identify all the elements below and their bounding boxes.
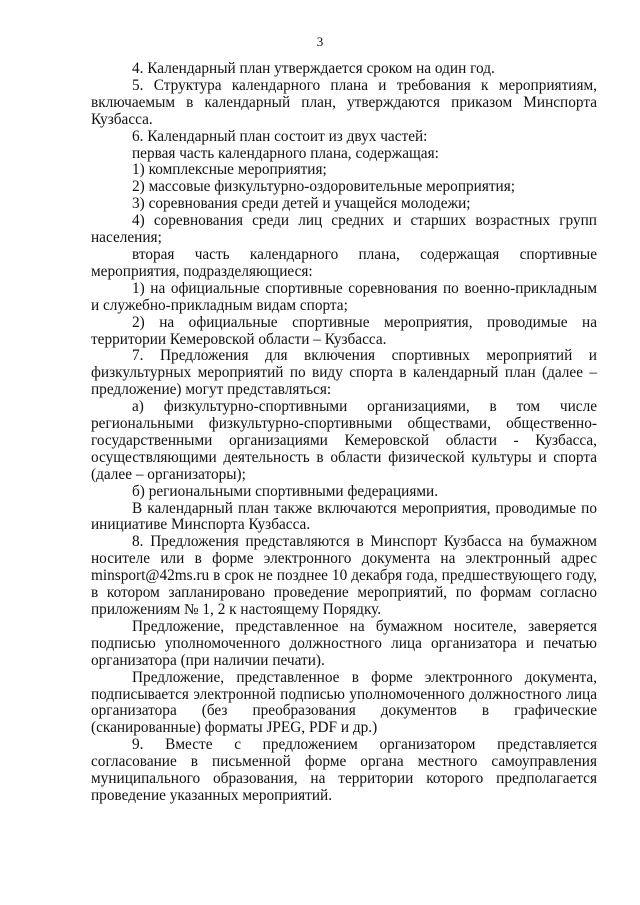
list-item: а) физкультурно-спортивными организациями, в том числе региональными физкультурно-спортивными обществами, общественно-государственными организациями Кемеровской области - Кузбасса, осуществляющими деятельность в области физической культуры и спорта (далее – организаторы); <box>91 398 597 483</box>
list-item: 2) на официальные спортивные мероприятия, проводимые на территории Кемеровской области – Кузбасса. <box>91 313 597 348</box>
list-item: 2) массовые физкультурно-оздоровительные мероприятия; <box>132 178 516 196</box>
paragraph-5: 5. Структура календарного плана и требования к мероприятиям, включаемым в календарный план, утверждаются приказом Минспорта Кузбасса. <box>91 76 597 128</box>
paragraph-4: 4. Календарный план утверждается сроком на один год. <box>132 60 495 77</box>
paragraph-electronic-form: Предложение, представленное в форме электронного документа, подписывается электронной подписью уполномоченного должностного лица организатора (без преобразования документов в графические (сканированные) форматы JPEG, PDF и др.) <box>91 668 597 737</box>
list-item: 4) соревнования среди лиц средних и старших возрастных групп населения; <box>91 212 597 247</box>
paragraph-6: 6. Календарный план состоит из двух частей: <box>132 127 428 145</box>
paragraph-8: 8. Предложения представляются в Минспорт Кузбасса на бумажном носителе или в форме электронного документа на электронный адрес minsport@42ms.ru в срок не позднее 10 декабря года, предшествующего году, в котором запланировано проведение мероприятий, по формам согласно приложениям № 1, 2 к настоящему Порядку. <box>91 533 597 618</box>
part-one-heading: первая часть календарного плана, содержащая: <box>132 144 439 162</box>
part-two-heading: вторая часть календарного плана, содержащая спортивные мероприятия, подразделяющиеся: <box>91 245 597 280</box>
list-item: 1) на официальные спортивные соревнования по военно-прикладным и служебно-прикладным видам спорта; <box>91 279 597 314</box>
list-item: б) региональными спортивными федерациями. <box>132 482 439 500</box>
list-item: 3) соревнования среди детей и учащейся молодежи; <box>132 195 471 213</box>
paragraph-paper-form: Предложение, представленное на бумажном носителе, заверяется подписью уполномоченного должностного лица организатора и печатью организатора (при наличии печати). <box>91 617 597 669</box>
paragraph-7: 7. Предложения для включения спортивных мероприятий и физкультурных мероприятий по виду спорта в календарный план (далее – предложение) могут представляться: <box>91 347 597 399</box>
document-body <box>91 61 597 805</box>
page-number: 3 <box>316 34 324 49</box>
list-item: 1) комплексные мероприятия; <box>132 161 327 179</box>
paragraph-initiative: В календарный план также включаются мероприятия, проводимые по инициативе Минспорта Кузбасса. <box>91 499 597 534</box>
paragraph-9: 9. Вместе с предложением организатором представляется согласование в письменной форме органа местного самоуправления муниципального образования, на территории которого предполагается проведение указанных мероприятий. <box>91 736 597 804</box>
